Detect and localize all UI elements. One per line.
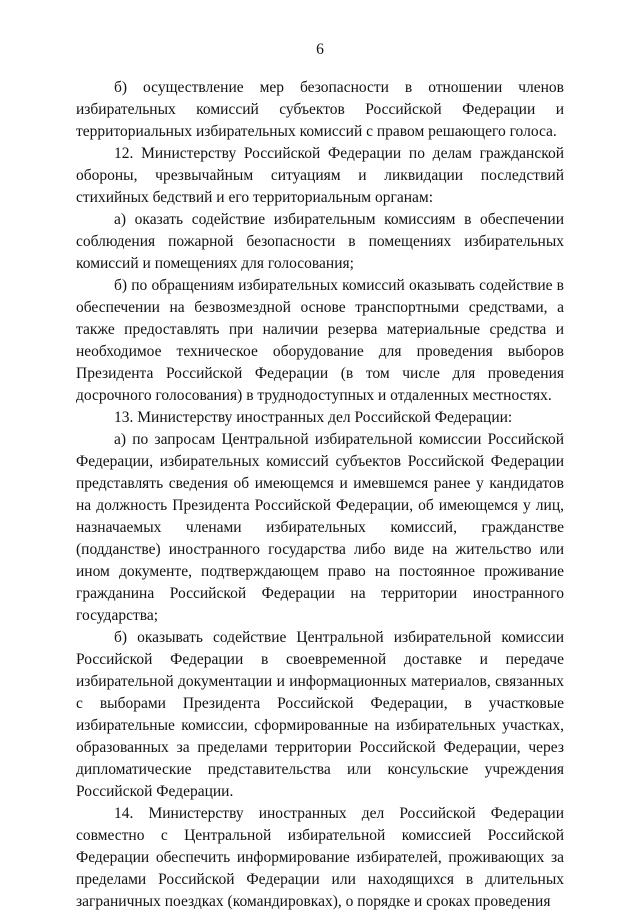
paragraph-13-foreign-ministry: 13. Министерству иностранных дел Российской Федерации: (114, 409, 513, 426)
paragraph-12-emergency-ministry: 12. Министерству Российской Федерации по делам гражданской обороны, чрезвычайным ситуациям и ликвидации последствий стихийных бедствий и его территориальным органам: (76, 145, 564, 206)
paragraph-1b-security: б) осуществление мер безопасности в отношении членов избирательных комиссий субъектов Российской Федерации и территориальных избирательных комиссий с правом решающего голоса. (76, 79, 564, 140)
paragraph-14-voter-informing: 14. Министерству иностранных дел Российской Федерации совместно с Центральной избирательной комиссией Российской Федерации обеспечить информирование избирателей, проживающих за пределами Российской Федерации или находящихся в длительных заграничных поездках (командировках), о порядке и сроках проведения (76, 805, 564, 910)
page-number: 6 (316, 41, 324, 58)
paragraph-13a-citizenship-info: а) по запросам Центральной избирательной комиссии Российской Федерации, избирательных комиссий субъектов Российской Федерации представлять сведения об имеющемся и имевшемся ранее у кандидатов на должность Президента Российской Федерации, об имеющемся у лиц, назначаемых членами избирательных комиссий, гражданстве (подданстве) иностранного государства либо виде на жительство или ином документе, подтверждающем право на постоянное проживание гражданина Российской Федерации на территории иностранного государства; (76, 431, 564, 624)
paragraph-13b-documentation-delivery: б) оказывать содействие Центральной избирательной комиссии Российской Федерации в своевременной доставке и передаче избирательной документации и информационных материалов, связанных с выборами Президента Российской Федерации, в участковые избирательные комиссии, сформированные на избирательных участках, образованных за пределами территории Российской Федерации, через дипломатические представительства или консульские учреждения Российской Федерации. (76, 629, 564, 800)
paragraph-12b-transport: б) по обращениям избирательных комиссий оказывать содействие в обеспечении на безвозмездной основе транспортными средствами, а также предоставлять при наличии резерва материальные средства и необходимое техническое оборудование для проведения выборов Президента Российской Федерации (в том числе для проведения досрочного голосования) в труднодоступных и отдаленных местностях. (76, 277, 564, 404)
paragraph-12a-fire-safety: а) оказать содействие избирательным комиссиям в обеспечении соблюдения пожарной безопасности в помещениях избирательных комиссий и помещениях для голосования; (76, 211, 564, 272)
document-body (76, 77, 564, 913)
